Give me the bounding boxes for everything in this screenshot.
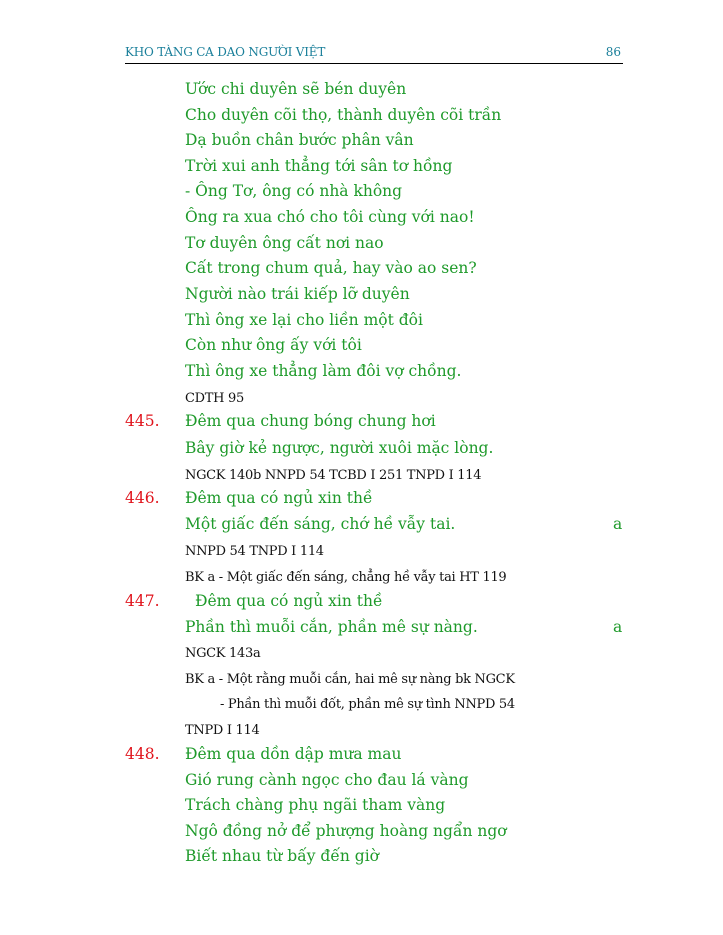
source-note: TNPD I 114 <box>185 723 260 738</box>
verse-line: Bây giờ kẻ ngược, người xuôi mặc lòng. <box>185 439 494 457</box>
source-note: - Phần thì muỗi đốt, phần mê sự tình NNPD 54 <box>220 697 515 712</box>
page-number: 86 <box>605 45 621 59</box>
verse-line: Còn như ông ấy với tôi <box>185 336 362 354</box>
verse-line: Thì ông xe lại cho liền một đôi <box>185 311 423 329</box>
variant-marker: a <box>613 618 623 636</box>
verse-number: 445. <box>125 412 160 430</box>
verse-line: Cất trong chum quả, hay vào ao sen? <box>185 259 477 277</box>
verse-line: Thì ông xe thẳng làm đôi vợ chồng. <box>185 362 462 380</box>
source-note: BK a - Một giấc đến sáng, chẳng hề vẫy tai HT 119 <box>185 570 507 585</box>
source-note: NGCK 143a <box>185 646 261 661</box>
source-note: CDTH 95 <box>185 391 244 406</box>
verse-line: Ngô đồng nở để phượng hoàng ngẩn ngơ <box>185 822 507 840</box>
verse-number: 448. <box>125 745 160 763</box>
verse-line: Đêm qua có ngủ xin thề <box>185 489 373 507</box>
verse-line: Cho duyên cõi thọ, thành duyên cõi trần <box>185 106 502 124</box>
verse-line: Trách chàng phụ ngãi tham vàng <box>185 796 446 814</box>
verse-line: Ước chi duyên sẽ bén duyên <box>185 80 407 98</box>
verse-line: Ông ra xua chó cho tôi cùng với nao! <box>185 208 475 226</box>
variant-marker: a <box>613 515 623 533</box>
source-note: BK a - Một rằng muỗi cắn, hai mê sự nàng bk NGCK <box>185 672 515 687</box>
source-note: NGCK 140b NNPD 54 TCBD I 251 TNPD I 114 <box>185 468 482 483</box>
verse-line: Đêm qua có ngủ xin thề <box>195 592 383 610</box>
verse-line: Trời xui anh thẳng tới sân tơ hồng <box>185 157 453 175</box>
verse-number: 446. <box>125 489 160 507</box>
verse-line: Phần thì muỗi cắn, phần mê sự nàng. <box>185 618 478 636</box>
verse-line: Tơ duyên ông cất nơi nao <box>185 234 384 252</box>
verse-line: Gió rung cành ngọc cho đau lá vàng <box>185 771 469 789</box>
verse-line: - Ông Tơ, ông có nhà không <box>185 182 403 200</box>
verse-line: Dạ buồn chân bước phân vân <box>185 131 414 149</box>
book-title: KHO TÀNG CA DAO NGƯỜI VIỆT <box>125 45 326 59</box>
source-note: NNPD 54 TNPD I 114 <box>185 544 324 559</box>
verse-line: Đêm qua chung bóng chung hơi <box>185 412 436 430</box>
verse-line: Người nào trái kiếp lỡ duyên <box>185 285 410 303</box>
verse-number: 447. <box>125 592 160 610</box>
verse-line: Biết nhau từ bấy đến giờ <box>185 847 379 865</box>
verse-line: Đêm qua dồn dập mưa mau <box>185 745 402 763</box>
verse-line: Một giấc đến sáng, chớ hề vẫy tai. <box>185 515 456 533</box>
